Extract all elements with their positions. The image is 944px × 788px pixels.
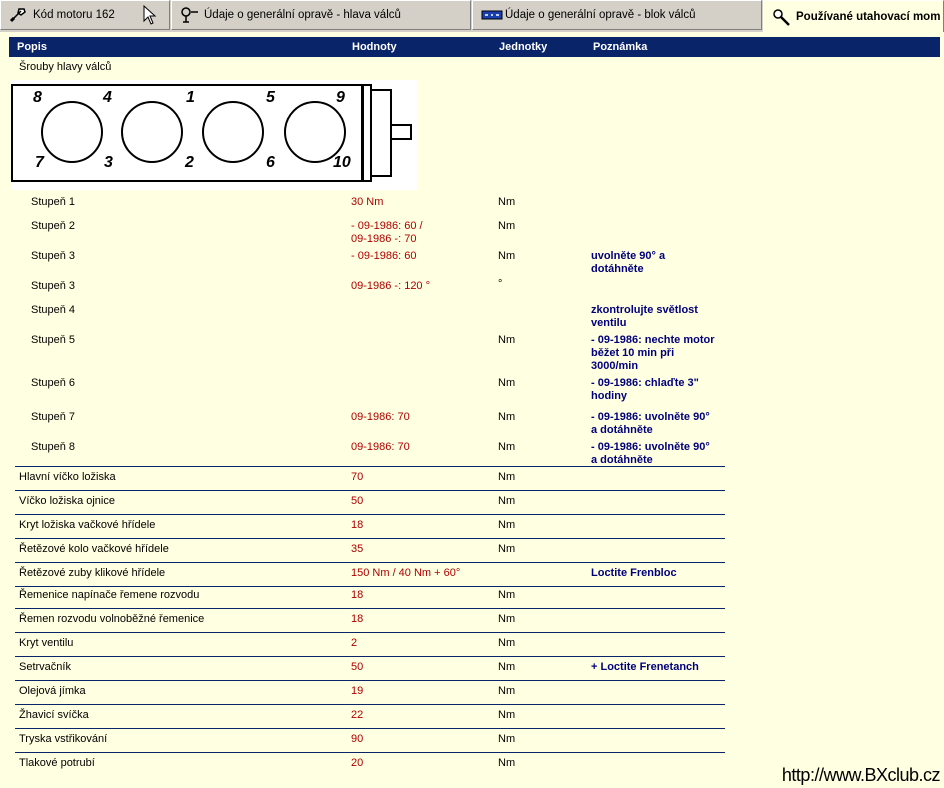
- row-label: Hlavní víčko ložiska: [19, 471, 116, 483]
- tab-torque[interactable]: [763, 0, 944, 32]
- row-divider: [15, 728, 725, 729]
- row-unit: Nm: [498, 661, 516, 673]
- step-unit: °: [498, 278, 503, 290]
- col-values-header: Hodnoty: [352, 41, 397, 53]
- torque-wrench-icon: [772, 8, 792, 26]
- step-label: Stupeň 5: [31, 334, 76, 346]
- row-value: 18: [351, 613, 364, 625]
- step-label: Stupeň 7: [31, 411, 76, 423]
- table-header: [9, 37, 940, 57]
- step-unit: Nm: [498, 334, 516, 346]
- row-unit: Nm: [498, 613, 516, 625]
- row-note: + Loctite Frenetanch: [591, 661, 699, 673]
- row-divider: [15, 490, 725, 491]
- engine-block-icon: [481, 6, 501, 24]
- row-label: Tlakové potrubí: [19, 757, 95, 769]
- bolt-number: 8: [33, 89, 42, 106]
- row-label: Kryt ventilu: [19, 637, 74, 649]
- step-unit: Nm: [498, 250, 516, 262]
- step-value-line2: 09-1986 -: 70: [351, 233, 417, 245]
- step-value: 09-1986: 70: [351, 441, 410, 453]
- tab-label: Údaje o generální opravě - blok válců: [505, 9, 696, 21]
- section-title: Šrouby hlavy válců: [19, 61, 112, 73]
- row-divider: [15, 704, 725, 705]
- step-note: - 09-1986: chlaďte 3": [591, 377, 699, 389]
- step-label: Stupeň 8: [31, 441, 76, 453]
- row-divider: [15, 752, 725, 753]
- row-label: Tryska vstřikování: [19, 733, 108, 745]
- row-label: Víčko ložiska ojnice: [19, 495, 115, 507]
- tab-cylinder-head[interactable]: [171, 0, 471, 30]
- step-note-line2: a dotáhněte: [591, 454, 653, 466]
- row-value: 22: [351, 709, 364, 721]
- bolt-order-diagram: [11, 80, 417, 190]
- tab-label: Kód motoru 162: [33, 9, 115, 21]
- step-note-line2: dotáhněte: [591, 263, 644, 275]
- tab-cylinder-block[interactable]: [472, 0, 762, 30]
- row-unit: Nm: [498, 495, 516, 507]
- row-label: Olejová jímka: [19, 685, 86, 697]
- row-value: 2: [351, 637, 358, 649]
- row-divider: [15, 680, 725, 681]
- row-label: Kryt ložiska vačkové hřídele: [19, 519, 156, 531]
- row-value: 35: [351, 543, 364, 555]
- step-value: 30 Nm: [351, 196, 384, 208]
- row-divider: [15, 586, 725, 587]
- row-value: 70: [351, 471, 364, 483]
- row-label: Řemen rozvodu volnoběžné řemenice: [19, 613, 205, 625]
- step-value: 09-1986: 70: [351, 411, 410, 423]
- bolt-number: 3: [104, 154, 113, 171]
- step-value: - 09-1986: 60 /: [351, 220, 423, 232]
- bolt-number: 10: [333, 154, 351, 171]
- bolt-number: 4: [103, 89, 112, 106]
- row-label: Žhavicí svíčka: [19, 709, 89, 721]
- row-divider: [15, 538, 725, 539]
- step-note-line2: hodiny: [591, 390, 628, 402]
- step-note: zkontrolujte světlost: [591, 304, 698, 316]
- row-label: Řetězové zuby klikové hřídele: [19, 567, 166, 579]
- step-label: Stupeň 6: [31, 377, 76, 389]
- row-value: 19: [351, 685, 364, 697]
- step-label: Stupeň 3: [31, 280, 76, 292]
- row-label: Řetězové kolo vačkové hřídele: [19, 543, 169, 555]
- row-value: 150 Nm / 40 Nm + 60°: [351, 567, 461, 579]
- row-unit: Nm: [498, 589, 516, 601]
- step-value: - 09-1986: 60: [351, 250, 417, 262]
- bolt-number: 9: [336, 89, 345, 106]
- row-divider: [15, 514, 725, 515]
- row-divider: [15, 656, 725, 657]
- step-note: - 09-1986: uvolněte 90°: [591, 411, 710, 423]
- cursor-icon: [143, 5, 157, 25]
- step-label: Stupeň 3: [31, 250, 76, 262]
- row-divider: [15, 466, 725, 467]
- step-unit: Nm: [498, 441, 516, 453]
- row-value: 18: [351, 589, 364, 601]
- row-unit: Nm: [498, 709, 516, 721]
- valve-icon: [180, 6, 200, 24]
- step-value: 09-1986 -: 120 °: [351, 280, 431, 292]
- row-unit: Nm: [498, 471, 516, 483]
- row-unit: Nm: [498, 685, 516, 697]
- step-label: Stupeň 4: [31, 304, 76, 316]
- step-note: - 09-1986: uvolněte 90°: [591, 441, 710, 453]
- step-label: Stupeň 1: [31, 196, 76, 208]
- tab-label: Údaje o generální opravě - hlava válců: [204, 9, 401, 21]
- step-note-line3: 3000/min: [591, 360, 639, 372]
- col-description-header: Popis: [17, 41, 47, 53]
- step-note: - 09-1986: nechte motor: [591, 334, 715, 346]
- row-unit: Nm: [498, 733, 516, 745]
- step-note-line2: běžet 10 min při: [591, 347, 675, 359]
- step-note-line2: a dotáhněte: [591, 424, 653, 436]
- row-value: 50: [351, 661, 364, 673]
- row-note: Loctite Frenbloc: [591, 567, 677, 579]
- step-note: uvolněte 90° a: [591, 250, 666, 262]
- col-note-header: Poznámka: [593, 41, 648, 53]
- bolt-number: 5: [266, 89, 275, 106]
- bolt-number: 7: [35, 154, 44, 171]
- bolt-number: 6: [266, 154, 275, 171]
- row-value: 20: [351, 757, 364, 769]
- tab-bar: [0, 0, 944, 32]
- bolt-number: 2: [185, 154, 194, 171]
- row-divider: [15, 562, 725, 563]
- row-value: 90: [351, 733, 364, 745]
- step-note-line2: ventilu: [591, 317, 627, 329]
- row-divider: [15, 632, 725, 633]
- row-divider: [15, 608, 725, 609]
- step-unit: Nm: [498, 377, 516, 389]
- step-unit: Nm: [498, 411, 516, 423]
- row-value: 50: [351, 495, 364, 507]
- row-label: Setrvačník: [19, 661, 71, 673]
- step-label: Stupeň 2: [31, 220, 76, 232]
- tab-label: Používané utahovací mom: [796, 10, 941, 23]
- step-unit: Nm: [498, 220, 516, 232]
- site-watermark: http://www.BXclub.cz: [781, 765, 940, 785]
- row-unit: Nm: [498, 543, 516, 555]
- tab-engine-code[interactable]: [0, 0, 170, 30]
- row-label: Řemenice napínače řemene rozvodu: [19, 589, 200, 601]
- step-unit: Nm: [498, 196, 516, 208]
- bolt-number: 1: [186, 89, 195, 106]
- row-unit: Nm: [498, 519, 516, 531]
- row-unit: Nm: [498, 757, 516, 769]
- row-unit: Nm: [498, 637, 516, 649]
- row-value: 18: [351, 519, 364, 531]
- wrench-icon: [9, 6, 29, 24]
- col-units-header: Jednotky: [499, 41, 548, 53]
